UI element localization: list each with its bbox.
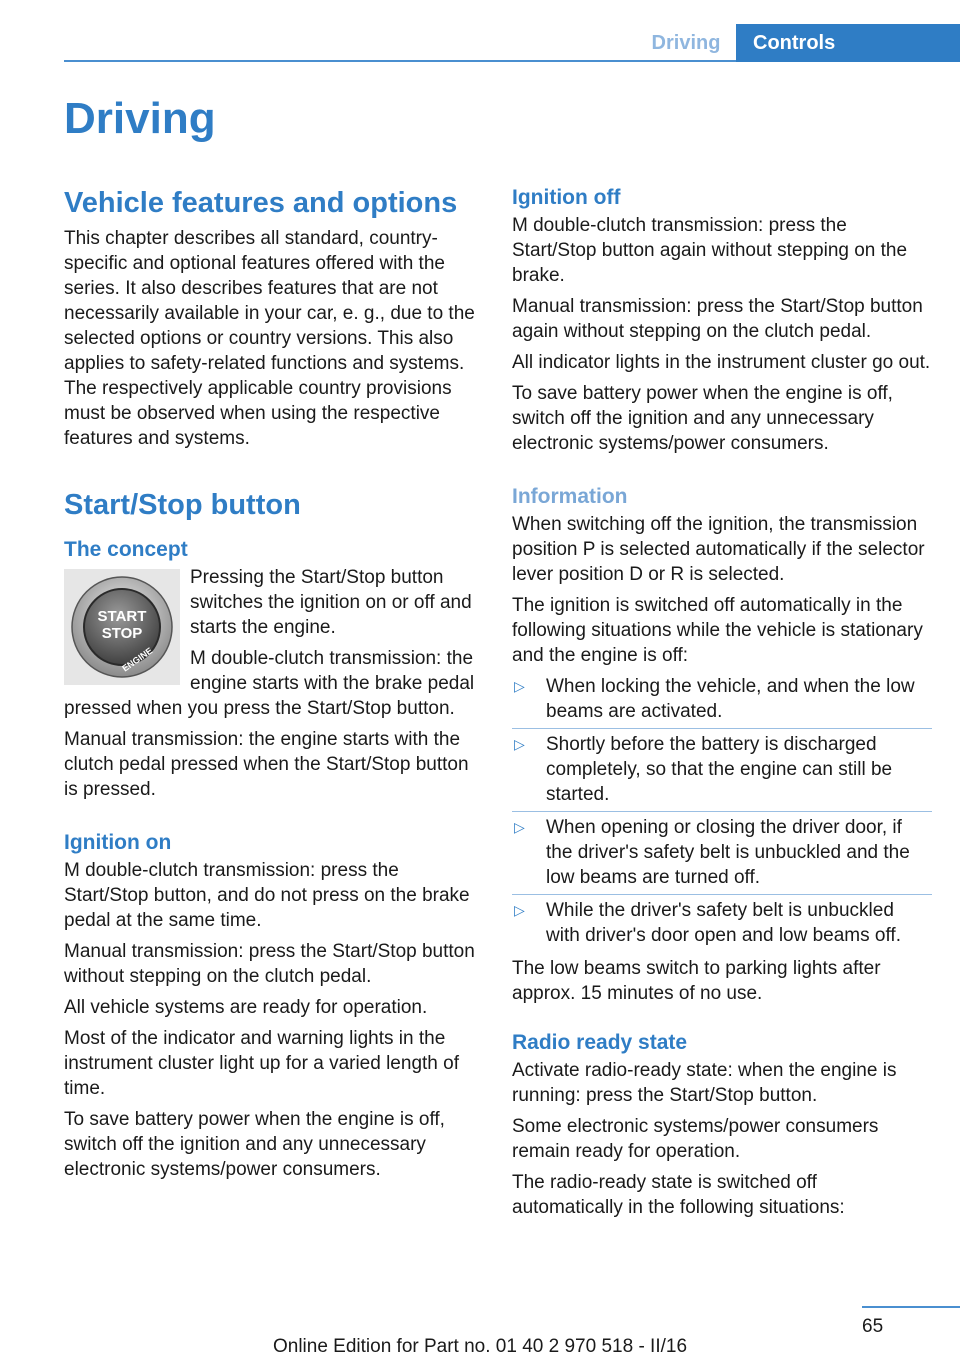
button-engine-text: ENGINE [120,645,155,674]
radio-ready-heading: Radio ready state [512,1031,688,1054]
page-number: 65 [862,1316,884,1337]
edition-footer: Online Edition for Part no. 01 40 2 970 518 - II/16 [272,1336,688,1357]
radio-ready-p1: Activate radio-ready state: when the engine is running: press the Start/Stop button. [512,1060,897,1106]
page-title: Driving [64,94,216,143]
information-heading: Information [512,485,628,508]
information-p2: The ignition is switched off automatically in the following situations while the vehicle is stationary and the engine is off: [512,595,923,666]
ignition-off-p4: To save battery power when the engine is off, switch off the ignition and any unnecessary electronic systems/power consumers. [512,383,893,454]
start-stop-heading: Start/Stop button [64,489,301,521]
ignition-on-p1: M double-clutch transmission: press the Start/Stop button, and do not press on the brake pedal at the same time. [64,860,470,931]
footer-rule [862,1306,960,1308]
triangle-right-icon: ▷ [514,902,525,918]
concept-p3: Manual transmission: the engine starts with the clutch pedal pressed when the Start/Stop button is pressed. [64,729,469,800]
button-stop-text: STOP [101,625,143,642]
right-column [512,183,932,1226]
start-stop-button-icon [69,574,175,680]
tab-controls[interactable]: Controls [736,24,960,62]
list-item: ▷ When locking the vehicle, and when the low beams are activated. [512,674,932,724]
information-p1: When switching off the ignition, the transmission position P is selected automatically if the selector lever position D or R is selected. [512,514,925,585]
information-p3: The low beams switch to parking lights after approx. 15 minutes of no use. [512,958,881,1004]
ignition-on-p5: To save battery power when the engine is off, switch off the ignition and any unnecessary electronic systems/power consumers. [64,1109,445,1180]
concept-heading: The concept [64,538,188,561]
radio-ready-p3: The radio-ready state is switched off automatically in the following situations: [512,1172,845,1218]
list-item: ▷ While the driver's safety belt is unbuckled with driver's door open and low beams off. [514,900,901,946]
tab-driving[interactable]: Driving [651,32,721,54]
ignition-on-heading: Ignition on [64,831,172,854]
auto-off-list [512,674,932,948]
list-item: ▷ Shortly before the battery is discharged completely, so that the engine can still be started. [512,732,932,807]
list-item: ▷ When opening or closing the driver door, if the driver's safety belt is unbuckled and the low beams are turned off. [512,815,932,890]
ignition-on-p3: All vehicle systems are ready for operation. [64,997,428,1018]
ignition-off-heading: Ignition off [512,186,621,209]
triangle-right-icon: ▷ [514,678,525,694]
concept-p2: M double-clutch transmission: the engine starts with the brake pedal pressed when you press the Start/Stop button. [64,648,475,719]
ignition-on-p4: Most of the indicator and warning lights in the instrument cluster light up for a varied length of time. [64,1028,459,1099]
start-stop-button-image [64,569,180,685]
triangle-right-icon: ▷ [514,819,525,835]
ignition-on-p2: Manual transmission: press the Start/Stop button without stepping on the clutch pedal. [64,941,475,987]
left-column [64,183,476,1188]
ignition-off-p3: All indicator lights in the instrument cluster go out. [512,352,931,373]
radio-ready-p2: Some electronic systems/power consumers remain ready for operation. [512,1116,879,1162]
button-start-text: START [97,608,147,625]
ignition-off-p2: Manual transmission: press the Start/Stop button again without stepping on the clutch pedal. [512,296,923,342]
triangle-right-icon: ▷ [514,736,525,752]
vehicle-features-heading: Vehicle features and options [64,187,458,219]
ignition-off-p1: M double-clutch transmission: press the Start/Stop button again without stepping on the brake. [512,215,908,286]
concept-p1: Pressing the Start/Stop button switches the ignition on or off and starts the engine. [190,567,472,638]
vehicle-features-body: This chapter describes all standard, country-specific and optional features offered with the series. It also describes features that are not necessarily available in your car, e. g., due to the selected options or country versions. This also applies to safety-related functions and systems. The respectively applicable country provisions must be observed when using the respective features and systems. [64,228,475,449]
